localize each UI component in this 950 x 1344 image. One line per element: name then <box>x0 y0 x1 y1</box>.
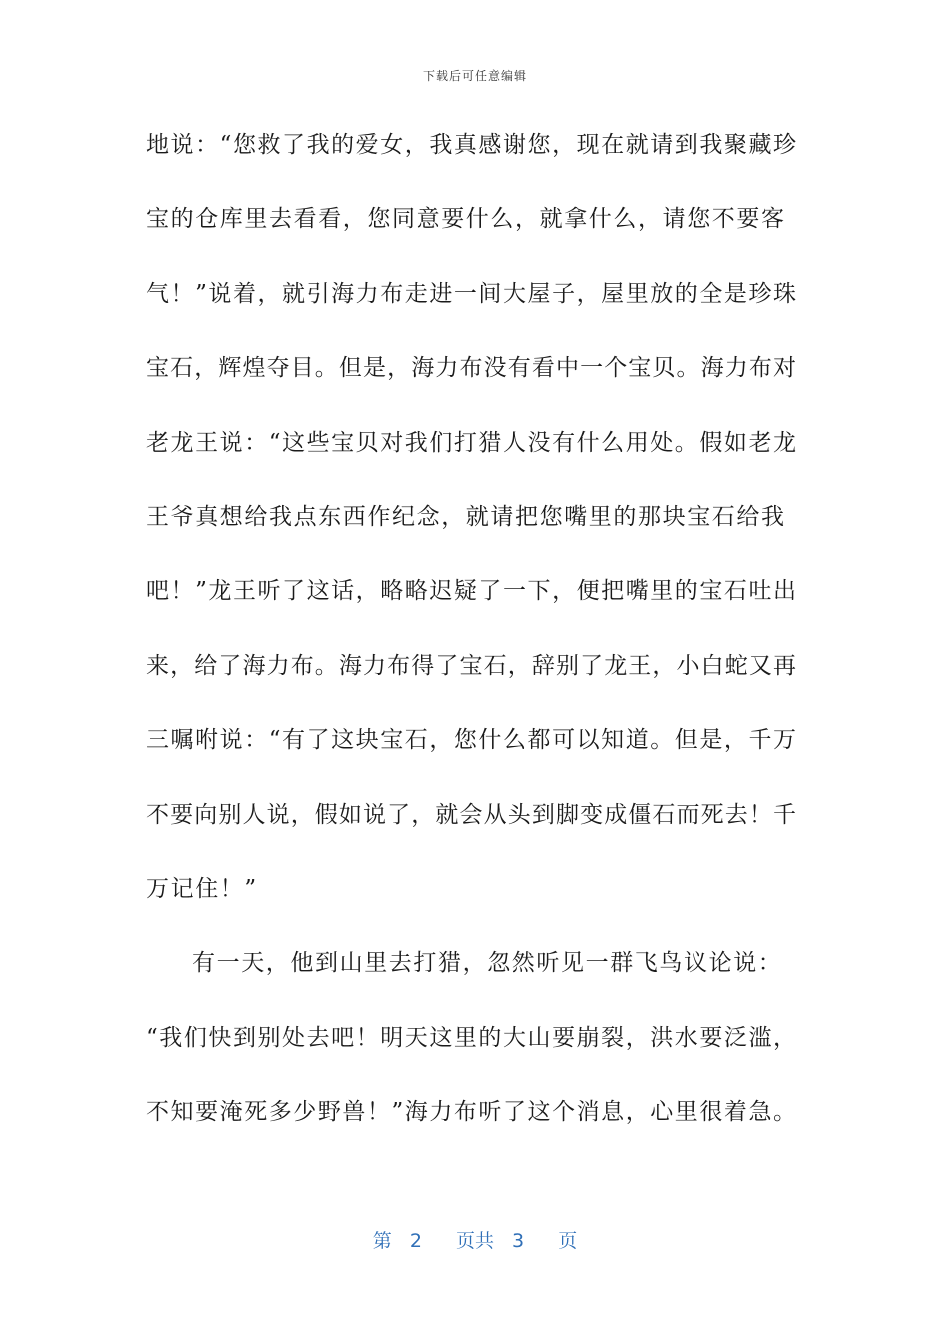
text-line: 宝石，辉煌夺目。但是，海力布没有看中一个宝贝。海力布对 <box>146 355 796 382</box>
text-line: 吧！”龙王听了这话，略略迟疑了一下，便把嘴里的宝石吐出 <box>146 578 796 605</box>
footer-suffix: 页 <box>558 1230 578 1252</box>
text-line: “我们快到别处去吧！明天这里的大山要崩裂，洪水要泛滥， <box>146 1024 796 1051</box>
current-page-number: 2 <box>409 1230 422 1252</box>
text-line: 宝的仓库里去看看，您同意要什么，就拿什么，请您不要客 <box>146 206 786 233</box>
total-pages-number: 3 <box>512 1230 525 1252</box>
paragraph-start-line: 有一天，他到山里去打猎，忽然听见一群飞鸟议论说： <box>192 950 783 977</box>
text-line: 万记住！” <box>146 875 258 902</box>
footer-prefix: 第 <box>372 1230 392 1252</box>
text-line: 不知要淹死多少野兽！”海力布听了这个消息，心里很着急。 <box>146 1099 796 1126</box>
text-line: 气！”说着，就引海力布走进一间大屋子，屋里放的全是珍珠 <box>146 280 796 307</box>
text-line: 来，给了海力布。海力布得了宝石，辞别了龙王，小白蛇又再 <box>146 652 796 679</box>
document-body <box>146 125 796 1166</box>
text-line: 三嘱咐说：“有了这块宝石，您什么都可以知道。但是，千万 <box>146 727 796 754</box>
text-line: 地说：“您救了我的爱女，我真感谢您，现在就请到我聚藏珍 <box>146 132 796 158</box>
page-footer <box>0 1226 950 1253</box>
text-line: 老龙王说：“这些宝贝对我们打猎人没有什么用处。假如老龙 <box>146 429 796 456</box>
text-line: 王爷真想给我点东西作纪念，就请把您嘴里的那块宝石给我 <box>146 503 786 530</box>
footer-middle: 页共 <box>455 1230 494 1252</box>
text-line: 不要向别人说，假如说了，就会从头到脚变成僵石而死去！千 <box>146 801 796 828</box>
header-note: 下载后可任意编辑 <box>422 69 527 83</box>
